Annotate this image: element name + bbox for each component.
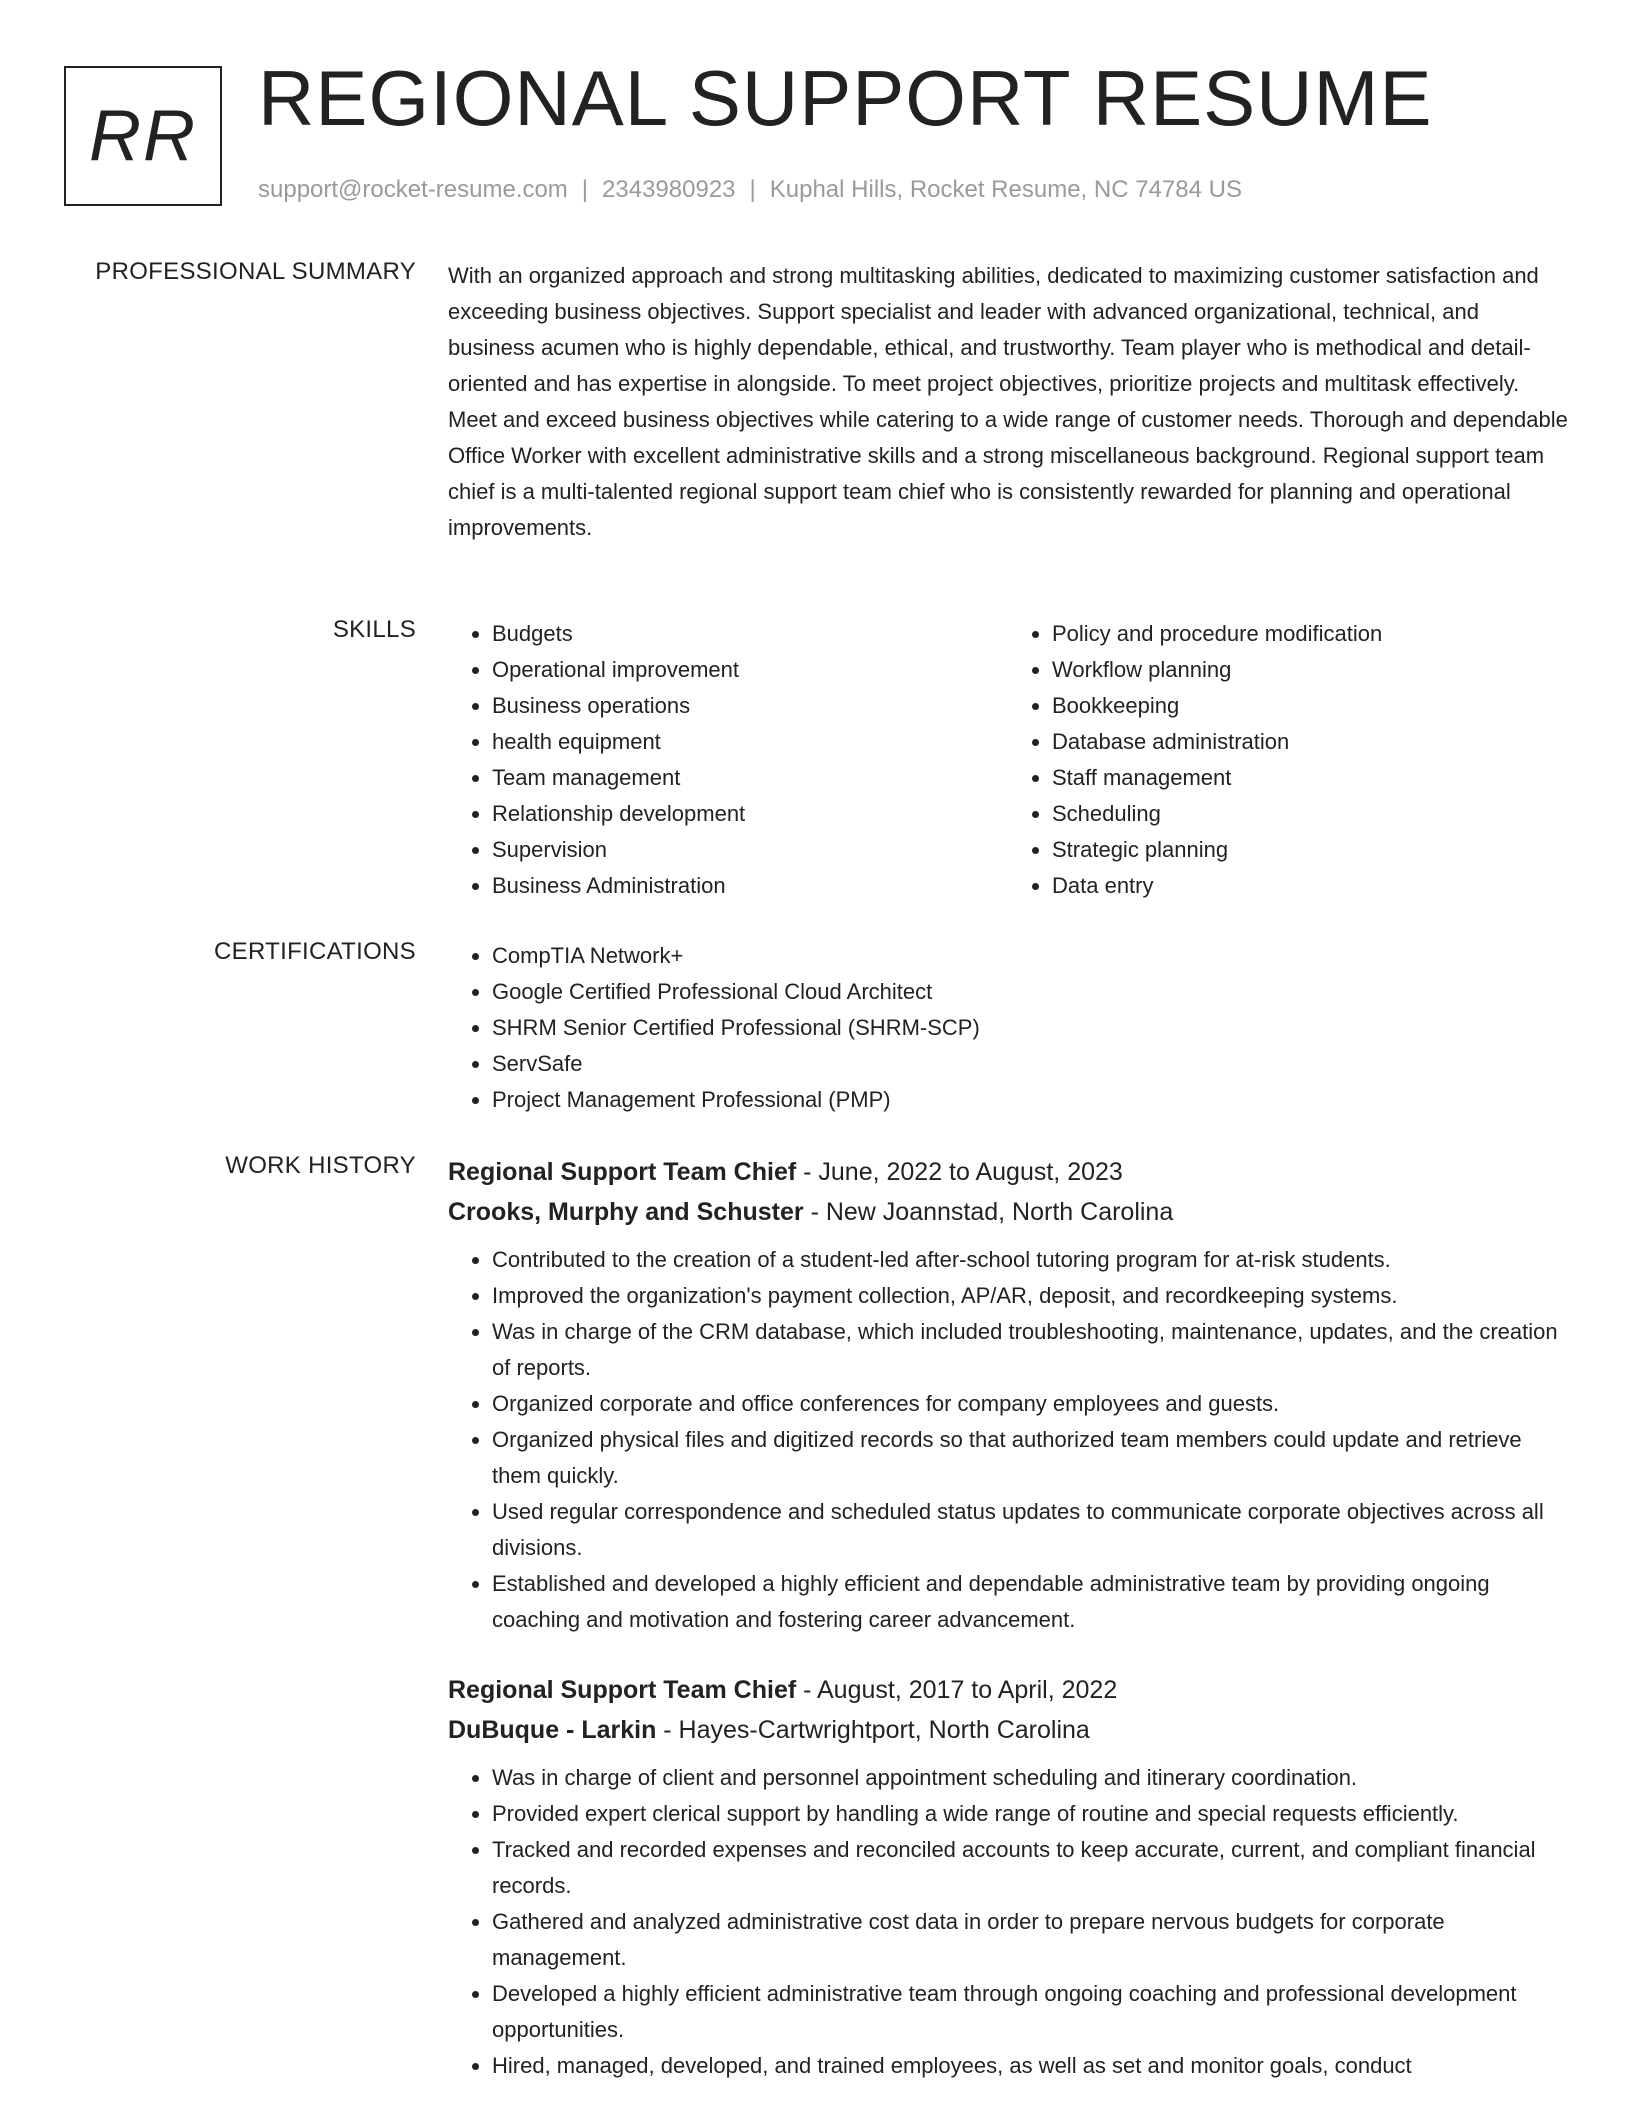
certification-item: • Project Management Professional (PMP) bbox=[492, 1082, 1568, 1118]
monogram-initials: RR bbox=[64, 66, 222, 206]
summary-text: With an organized approach and strong multitasking abilities, dedicated to maximizing customer satisfaction and exceeding business objectives. Support specialist and leader with advanced organizational, technical, and business acumen who is highly dependable, ethical, and trustworthy. Team player who is methodical and detail-oriented and has expertise in alongside. To meet project objectives, prioritize projects and multitask effectively. Meet and exceed business objectives while catering to a wide range of customer needs. Thorough and dependable Office Worker with excellent administrative skills and a strong miscellaneous background. Regional support team chief is a multi-talented regional support team chief who is consistently rewarded for planning and operational improvements. bbox=[448, 263, 1568, 540]
skill-item: • Database administration bbox=[1052, 724, 1568, 760]
contact-line bbox=[258, 176, 1242, 204]
job-entry bbox=[448, 1670, 1568, 2084]
skill-item: • Supervision bbox=[492, 832, 1008, 868]
job-entry bbox=[448, 1152, 1568, 1638]
job-bullet: • Used regular correspondence and scheduled status updates to communicate corporate objectives across all divisions. bbox=[492, 1494, 1568, 1566]
job-company: Crooks, Murphy and Schuster bbox=[448, 1198, 804, 1226]
skill-item: • Scheduling bbox=[1052, 796, 1568, 832]
job-bullet: • Provided expert clerical support by handling a wide range of routine and special requests efficiently. bbox=[492, 1796, 1568, 1832]
skill-item: • Operational improvement bbox=[492, 652, 1008, 688]
skill-item: • Workflow planning bbox=[1052, 652, 1568, 688]
skill-item: • Business Administration bbox=[492, 868, 1008, 904]
job-bullet: • Improved the organization's payment collection, AP/AR, deposit, and recordkeeping systems. bbox=[492, 1278, 1568, 1314]
skill-item: • Data entry bbox=[1052, 868, 1568, 904]
job-bullet: • Established and developed a highly efficient and dependable administrative team by providing ongoing coaching and motivation and fostering career advancement. bbox=[492, 1566, 1568, 1638]
job-bullet: • Was in charge of client and personnel appointment scheduling and itinerary coordination. bbox=[492, 1760, 1568, 1796]
job-bullet: • Organized corporate and office conferences for company employees and guests. bbox=[492, 1386, 1568, 1422]
certifications-body bbox=[448, 938, 1568, 1118]
skill-item: • Bookkeeping bbox=[1052, 688, 1568, 724]
certification-item: • SHRM Senior Certified Professional (SHRM-SCP) bbox=[492, 1010, 1568, 1046]
skill-item: • Staff management bbox=[1052, 760, 1568, 796]
job-title: Regional Support Team Chief bbox=[448, 1158, 797, 1186]
skills-label: SKILLS bbox=[332, 616, 416, 643]
contact-email: support@rocket-resume.com bbox=[258, 176, 568, 203]
skill-item: • Strategic planning bbox=[1052, 832, 1568, 868]
job-bullet: • Was in charge of the CRM database, which included troubleshooting, maintenance, updates, and the creation of reports. bbox=[492, 1314, 1568, 1386]
certifications-list bbox=[448, 938, 1568, 1118]
job-bullet: • Gathered and analyzed administrative cost data in order to prepare nervous budgets for corporate management. bbox=[492, 1904, 1568, 1976]
job-location: - Hayes-Cartwrightport, North Carolina bbox=[656, 1716, 1090, 1744]
job-company-line bbox=[448, 1192, 1568, 1232]
skills-list-right bbox=[1008, 616, 1568, 904]
job-bullet: • Organized physical files and digitized records so that authorized team members could update and retrieve them quickly. bbox=[492, 1422, 1568, 1494]
skills-list-left bbox=[448, 616, 1008, 904]
job-bullet: • Developed a highly efficient administrative team through ongoing coaching and professional development opportunities. bbox=[492, 1976, 1568, 2048]
skill-item: • Budgets bbox=[492, 616, 1008, 652]
skill-item: • Policy and procedure modification bbox=[1052, 616, 1568, 652]
skill-item: • Business operations bbox=[492, 688, 1008, 724]
work-history-label: WORK HISTORY bbox=[225, 1152, 416, 1179]
resume-title: REGIONAL SUPPORT RESUME bbox=[258, 54, 1433, 142]
skill-item: • Team management bbox=[492, 760, 1008, 796]
job-company: DuBuque - Larkin bbox=[448, 1716, 657, 1744]
job-location: - New Joannstad, North Carolina bbox=[803, 1198, 1174, 1226]
summary-label: PROFESSIONAL SUMMARY bbox=[95, 258, 416, 285]
job-bullet-list bbox=[448, 1242, 1568, 1638]
job-dates: - August, 2017 to April, 2022 bbox=[796, 1676, 1118, 1704]
contact-separator: | bbox=[749, 176, 756, 203]
certification-item: • Google Certified Professional Cloud Architect bbox=[492, 974, 1568, 1010]
certification-item: • ServSafe bbox=[492, 1046, 1568, 1082]
job-company-line bbox=[448, 1710, 1568, 1750]
skills-body bbox=[448, 616, 1568, 904]
summary-body bbox=[448, 258, 1568, 546]
skill-item: • Relationship development bbox=[492, 796, 1008, 832]
work-history-body bbox=[448, 1152, 1568, 2116]
contact-address: Kuphal Hills, Rocket Resume, NC 74784 US bbox=[769, 176, 1242, 203]
job-bullet-list bbox=[448, 1760, 1568, 2084]
job-title-line bbox=[448, 1670, 1568, 1710]
job-bullet: • Tracked and recorded expenses and reconciled accounts to keep accurate, current, and compliant financial records. bbox=[492, 1832, 1568, 1904]
certification-item: • CompTIA Network+ bbox=[492, 938, 1568, 974]
job-title-line bbox=[448, 1152, 1568, 1192]
job-bullet: • Hired, managed, developed, and trained employees, as well as set and monitor goals, conduct bbox=[492, 2048, 1568, 2084]
certifications-label: CERTIFICATIONS bbox=[214, 938, 416, 965]
job-bullet: • Contributed to the creation of a student-led after-school tutoring program for at-risk students. bbox=[492, 1242, 1568, 1278]
contact-phone: 2343980923 bbox=[602, 176, 736, 203]
contact-separator: | bbox=[581, 176, 589, 203]
skill-item: • health equipment bbox=[492, 724, 1008, 760]
job-dates: - June, 2022 to August, 2023 bbox=[796, 1158, 1123, 1186]
job-title: Regional Support Team Chief bbox=[448, 1676, 797, 1704]
